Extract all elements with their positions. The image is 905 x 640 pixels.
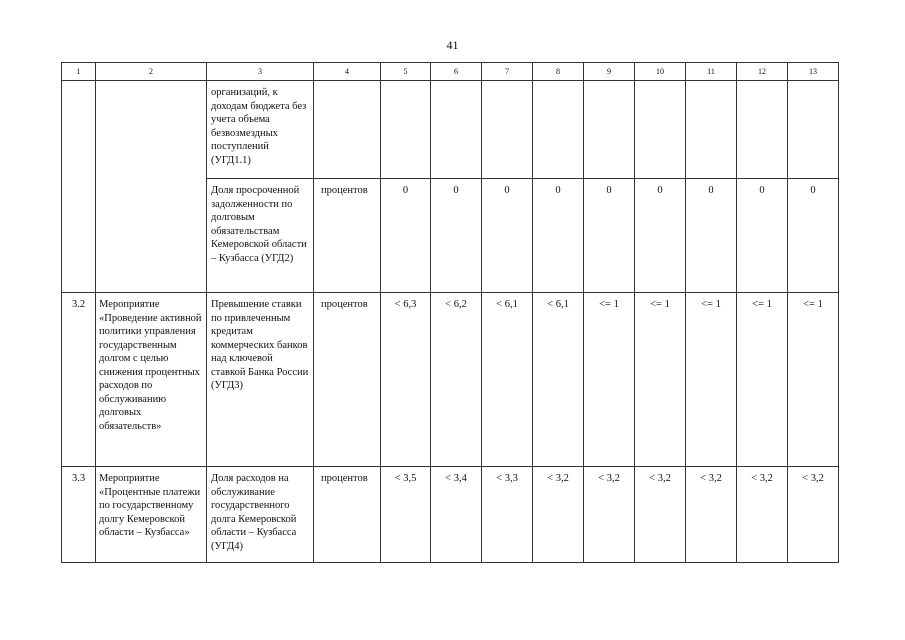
activity-cell — [96, 81, 207, 293]
page-number: 41 — [446, 38, 459, 52]
value-cell: < 3,2 — [737, 467, 788, 563]
column-number: 7 — [482, 63, 533, 81]
column-numbers-row — [62, 63, 839, 81]
value-cell — [788, 81, 839, 179]
table-row — [62, 467, 839, 563]
value-cell: < 6,1 — [533, 293, 584, 467]
value-cell: < 3,4 — [431, 467, 482, 563]
value-cell — [584, 81, 635, 179]
value-cell: 0 — [533, 179, 584, 293]
value-cell: < 6,3 — [381, 293, 431, 467]
column-number: 11 — [686, 63, 737, 81]
value-cell: < 3,5 — [381, 467, 431, 563]
column-number: 3 — [207, 63, 314, 81]
column-number: 2 — [96, 63, 207, 81]
column-number: 1 — [62, 63, 96, 81]
indicator-cell: Доля просроченной задолженности по долговым обязательствам Кемеровской области – Кузбасса (УГД2) — [207, 179, 314, 293]
activity-cell: Мероприятие «Проведение активной политики управления государственным долгом с целью снижения процентных расходов по обслуживанию долговых обязательств» — [96, 293, 207, 467]
indicator-cell: организаций, к доходам бюджета без учета объема безвозмездных поступлений (УГД1.1) — [207, 81, 314, 179]
value-cell: <= 1 — [737, 293, 788, 467]
row-number-cell — [62, 81, 96, 293]
value-cell: 0 — [737, 179, 788, 293]
activity-cell: Мероприятие «Процентные платежи по государственному долгу Кемеровской области – Кузбасса» — [96, 467, 207, 563]
column-number: 6 — [431, 63, 482, 81]
value-cell: < 3,3 — [482, 467, 533, 563]
column-number: 12 — [737, 63, 788, 81]
column-number: 5 — [381, 63, 431, 81]
value-cell: 0 — [788, 179, 839, 293]
column-number: 13 — [788, 63, 839, 81]
value-cell: < 3,2 — [584, 467, 635, 563]
value-cell — [533, 81, 584, 179]
value-cell — [737, 81, 788, 179]
indicators-table — [61, 62, 839, 563]
column-number: 4 — [314, 63, 381, 81]
value-cell: <= 1 — [788, 293, 839, 467]
value-cell: <= 1 — [686, 293, 737, 467]
table-row — [62, 293, 839, 467]
table-row — [62, 81, 839, 179]
value-cell: < 6,2 — [431, 293, 482, 467]
unit-cell: процентов — [314, 293, 381, 467]
value-cell: <= 1 — [584, 293, 635, 467]
value-cell — [431, 81, 482, 179]
indicator-cell: Превышение ставки по привлеченным кредитам коммерческих банков над ключевой ставкой Банка России (УГД3) — [207, 293, 314, 467]
value-cell: < 3,2 — [686, 467, 737, 563]
value-cell — [686, 81, 737, 179]
unit-cell — [314, 81, 381, 179]
value-cell: <= 1 — [635, 293, 686, 467]
value-cell — [381, 81, 431, 179]
value-cell: < 6,1 — [482, 293, 533, 467]
value-cell: < 3,2 — [533, 467, 584, 563]
unit-cell: процентов — [314, 179, 381, 293]
row-number-cell: 3.2 — [62, 293, 96, 467]
value-cell: 0 — [635, 179, 686, 293]
value-cell: < 3,2 — [788, 467, 839, 563]
value-cell — [635, 81, 686, 179]
indicator-cell: Доля расходов на обслуживание государственного долга Кемеровской области – Кузбасса (УГД4) — [207, 467, 314, 563]
value-cell: < 3,2 — [635, 467, 686, 563]
value-cell: 0 — [686, 179, 737, 293]
value-cell: 0 — [482, 179, 533, 293]
row-number-cell: 3.3 — [62, 467, 96, 563]
value-cell: 0 — [381, 179, 431, 293]
value-cell: 0 — [584, 179, 635, 293]
unit-cell: процентов — [314, 467, 381, 563]
value-cell — [482, 81, 533, 179]
column-number: 9 — [584, 63, 635, 81]
column-number: 10 — [635, 63, 686, 81]
column-number: 8 — [533, 63, 584, 81]
value-cell: 0 — [431, 179, 482, 293]
